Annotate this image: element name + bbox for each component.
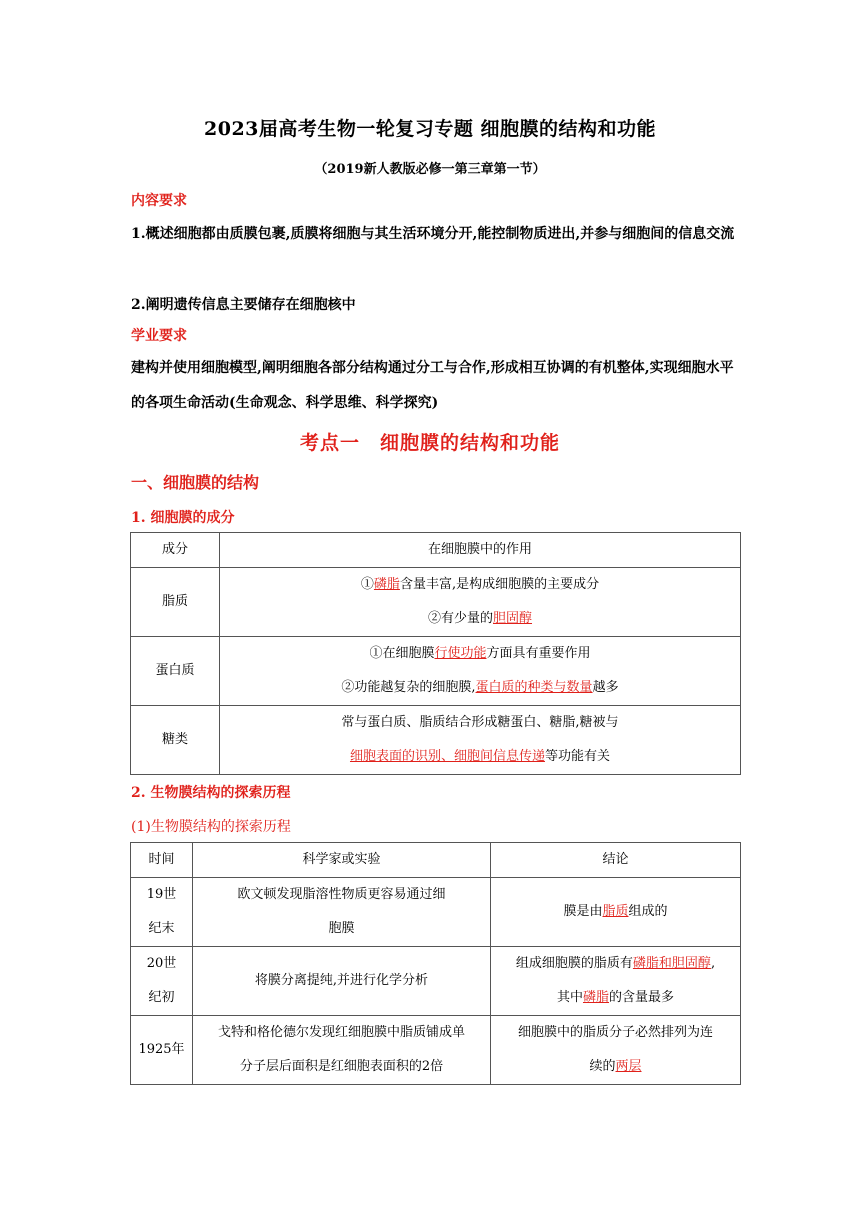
highlighted-text: 磷脂 (582, 990, 609, 1005)
section-heading-structure: 一、细胞膜的结构 (131, 473, 260, 492)
cell-text: 细胞膜中的脂质分子必然排列为连 (517, 1025, 713, 1040)
cell-text: 方面具有重要作用 (486, 646, 591, 661)
cell-text: 将膜分离提纯,并进行化学分析 (254, 973, 429, 988)
table-header-row (131, 843, 741, 878)
time-cell (131, 1016, 193, 1085)
highlighted-text: 行使功能 (434, 646, 487, 661)
cell-text: 膜是由 (563, 904, 603, 919)
subsection-heading-history-1: (1)生物膜结构的探索历程 (131, 819, 291, 835)
cell-text: 组成细胞膜的脂质有 (515, 956, 633, 971)
experiment-cell (193, 1016, 491, 1085)
content-requirement-2: 2.阐明遗传信息主要储存在细胞核中 (131, 297, 356, 313)
cell-text: 续的 (589, 1059, 616, 1074)
cell-text: 含量丰富,是构成细胞膜的主要成分 (399, 577, 600, 592)
cell-text: ②功能越复杂的细胞膜, (341, 680, 476, 695)
highlighted-text: 脂质 (602, 904, 629, 919)
cell-text: ① (360, 577, 374, 592)
cell-text: 19世 (146, 887, 177, 902)
time-cell (131, 878, 193, 947)
highlighted-text: 磷脂和胆固醇 (632, 956, 711, 971)
cell-text: 组成的 (628, 904, 668, 919)
table-row (131, 947, 741, 1016)
cell-text: 分子层后面积是红细胞表面积的2倍 (239, 1059, 444, 1074)
cell-text: 常与蛋白质、脂质结合形成糖蛋白、糖脂,糖被与 (341, 715, 619, 730)
highlighted-text: 蛋白质的种类与数量 (475, 680, 593, 695)
cell-text: 欧文顿发现脂溶性物质更容易通过细 (237, 887, 446, 902)
cell-text: 其中 (556, 990, 583, 1005)
table-row (131, 568, 741, 637)
cell-text: 1925年 (138, 1042, 185, 1057)
exploration-history-table (130, 842, 741, 1085)
table-header-cell: 结论 (491, 843, 741, 878)
subsection-heading-history: 2. 生物膜结构的探索历程 (131, 785, 291, 801)
page-subtitle: （2019新人教版必修一第三章第一节） (314, 162, 546, 177)
conclusion-cell (491, 947, 741, 1016)
cell-text: 胞膜 (328, 921, 355, 936)
table-row (131, 1016, 741, 1085)
component-role (220, 706, 741, 775)
highlighted-text: 磷脂 (373, 577, 400, 592)
content-requirement-1: 1.概述细胞都由质膜包裹,质膜将细胞与其生活环境分开,能控制物质进出,并参与细胞间的信息交流 (131, 226, 735, 242)
components-table (130, 532, 741, 775)
cell-text: 戈特和格伦德尔发现红细胞膜中脂质铺成单 (217, 1025, 465, 1040)
table-header-cell: 科学家或实验 (193, 843, 491, 878)
table-row (131, 878, 741, 947)
cell-text: 纪初 (148, 990, 175, 1005)
conclusion-cell (491, 878, 741, 947)
table-row (131, 637, 741, 706)
table-header-cell: 时间 (131, 843, 193, 878)
component-name: 蛋白质 (131, 637, 220, 706)
cell-text: 越多 (592, 680, 619, 695)
component-name: 脂质 (131, 568, 220, 637)
cell-text: ①在细胞膜 (369, 646, 435, 661)
exam-point-title: 考点一 细胞膜的结构和功能 (299, 432, 560, 454)
highlighted-text: 两层 (615, 1059, 642, 1074)
cell-text: 20世 (146, 956, 177, 971)
table-header-row (131, 533, 741, 568)
component-role (220, 637, 741, 706)
component-name: 糖类 (131, 706, 220, 775)
component-role (220, 568, 741, 637)
page-title: 2023届高考生物一轮复习专题 细胞膜的结构和功能 (204, 118, 656, 140)
table-header-cell: 成分 (131, 533, 220, 568)
conclusion-cell (491, 1016, 741, 1085)
cell-text: 纪末 (148, 921, 175, 936)
academic-requirements-heading: 学业要求 (131, 328, 187, 344)
experiment-cell (193, 878, 491, 947)
content-requirements-heading: 内容要求 (131, 193, 187, 209)
cell-text: , (710, 956, 716, 971)
time-cell (131, 947, 193, 1016)
table-header-cell: 在细胞膜中的作用 (220, 533, 741, 568)
academic-requirement-text: 建构并使用细胞模型,阐明细胞各部分结构通过分工与合作,形成相互协调的有机整体,实现细胞水平的各项生命活动(生命观念、科学思维、科学探究) (131, 360, 734, 411)
cell-text: 的含量最多 (609, 990, 675, 1005)
subsection-heading-components: 1. 细胞膜的成分 (131, 510, 235, 526)
table-row (131, 706, 741, 775)
highlighted-text: 胆固醇 (493, 611, 533, 626)
experiment-cell (193, 947, 491, 1016)
highlighted-text: 细胞表面的识别、细胞间信息传递 (349, 749, 545, 764)
cell-text: 等功能有关 (545, 749, 611, 764)
cell-text: ②有少量的 (427, 611, 493, 626)
